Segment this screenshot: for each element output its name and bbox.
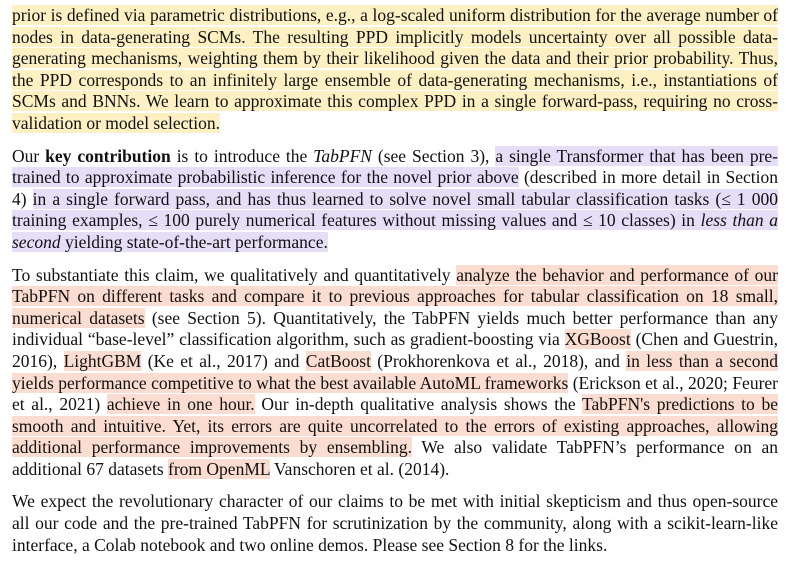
text-span: To substantiate this claim, we qualitatively and quantitatively xyxy=(12,264,457,285)
text-span: (described in more detail in Section 4) xyxy=(12,167,778,209)
highlight-purple-transformer: a single Transformer that has been pre-trained to approximate probabilistic inference for the novel prior above xyxy=(12,145,778,188)
paper-page xyxy=(12,5,778,556)
text-span: Vanschoren et al. (2014). xyxy=(269,458,450,479)
text-span: We also validate TabPFN’s performance on an additional 67 datasets xyxy=(12,437,778,479)
highlight-orange-xgboost: XGBoost xyxy=(564,329,631,350)
text-span: Our in-depth qualitative analysis shows the xyxy=(254,394,583,415)
highlight-orange-one-hour: achieve in one hour. xyxy=(106,394,255,415)
highlight-purple-forward-pass xyxy=(12,189,778,252)
paragraph-key-contribution xyxy=(12,146,778,254)
highlight-orange-predictions: TabPFN's predictions to be smooth and intuitive. Yet, its errors are quite uncorrelated to the errors of existing approaches, allowing additional performance improvements by ensembling. xyxy=(12,394,778,458)
text-span: Our xyxy=(12,145,46,166)
highlight-yellow-prior: prior is defined via parametric distributions, e.g., a log-scaled uniform distribution for the average number of nodes in data-generating SCMs. The resulting PPD implicitly models uncertainty over all possible data-generating mechanisms, weighting them by their likelihood given the data and their prior probability. Thus, the PPD corresponds to an infinitely large ensemble of data-generating mechanisms, i.e., instantiations of SCMs and BNNs. We learn to approximate this complex PPD in a single forward-pass, requiring no cross-validation or model selection. xyxy=(12,5,778,133)
text-span: is to introduce the xyxy=(170,145,314,166)
text-span: We expect the revolutionary character of our claims to be met with initial skepticism and thus open-source all our code and the pre-trained TabPFN for scrutinization by the community, along with a scikit-learn-like interface, a Colab notebook and two online demos. Please see Section 8 for the links. xyxy=(12,491,778,555)
paragraph-open-source xyxy=(12,491,778,556)
paragraph-prior-description xyxy=(12,5,778,135)
text-span: yielding state-of-the-art performance. xyxy=(60,231,328,252)
bold-key-contribution: key contribution xyxy=(45,145,171,166)
italic-less-than-second: less than a second xyxy=(12,210,778,252)
text-span: (Chen and Guestrin, 2016), xyxy=(12,329,778,371)
text-span: (Erickson et al., 2020; Feurer et al., 2021) xyxy=(12,372,778,415)
highlight-orange-openml: from OpenML xyxy=(168,458,270,479)
paragraph-substantiation xyxy=(12,265,778,481)
highlight-orange-lightgbm: LightGBM xyxy=(63,350,142,371)
italic-tabpfn: TabPFN xyxy=(313,145,372,166)
text-span: (see Section 3), xyxy=(371,145,496,166)
highlight-orange-automl: in less than a second yields performance competitive to what the best available AutoML frameworks xyxy=(12,350,779,393)
text-span: in a single forward pass, and has thus learned to solve novel small tabular classification tasks (≤ 1 000 training examples, ≤ 100 purely numerical features without missing values and ≤ 10 classes) in xyxy=(12,188,778,231)
text-span: (see Section 5). Quantitatively, the TabPFN yields much better performance than any individual “base-level” classification algorithm, such as gradient-boosting via xyxy=(12,307,778,350)
highlight-orange-analyze: analyze the behavior and performance of our TabPFN on different tasks and compare it to previous approaches for tabular classification on 18 small, numerical datasets xyxy=(12,264,778,328)
text-span: (Ke et al., 2017) and xyxy=(141,350,306,371)
text-span: (Prokhorenkova et al., 2018), and xyxy=(370,350,627,371)
highlight-orange-catboost: CatBoost xyxy=(305,350,371,371)
